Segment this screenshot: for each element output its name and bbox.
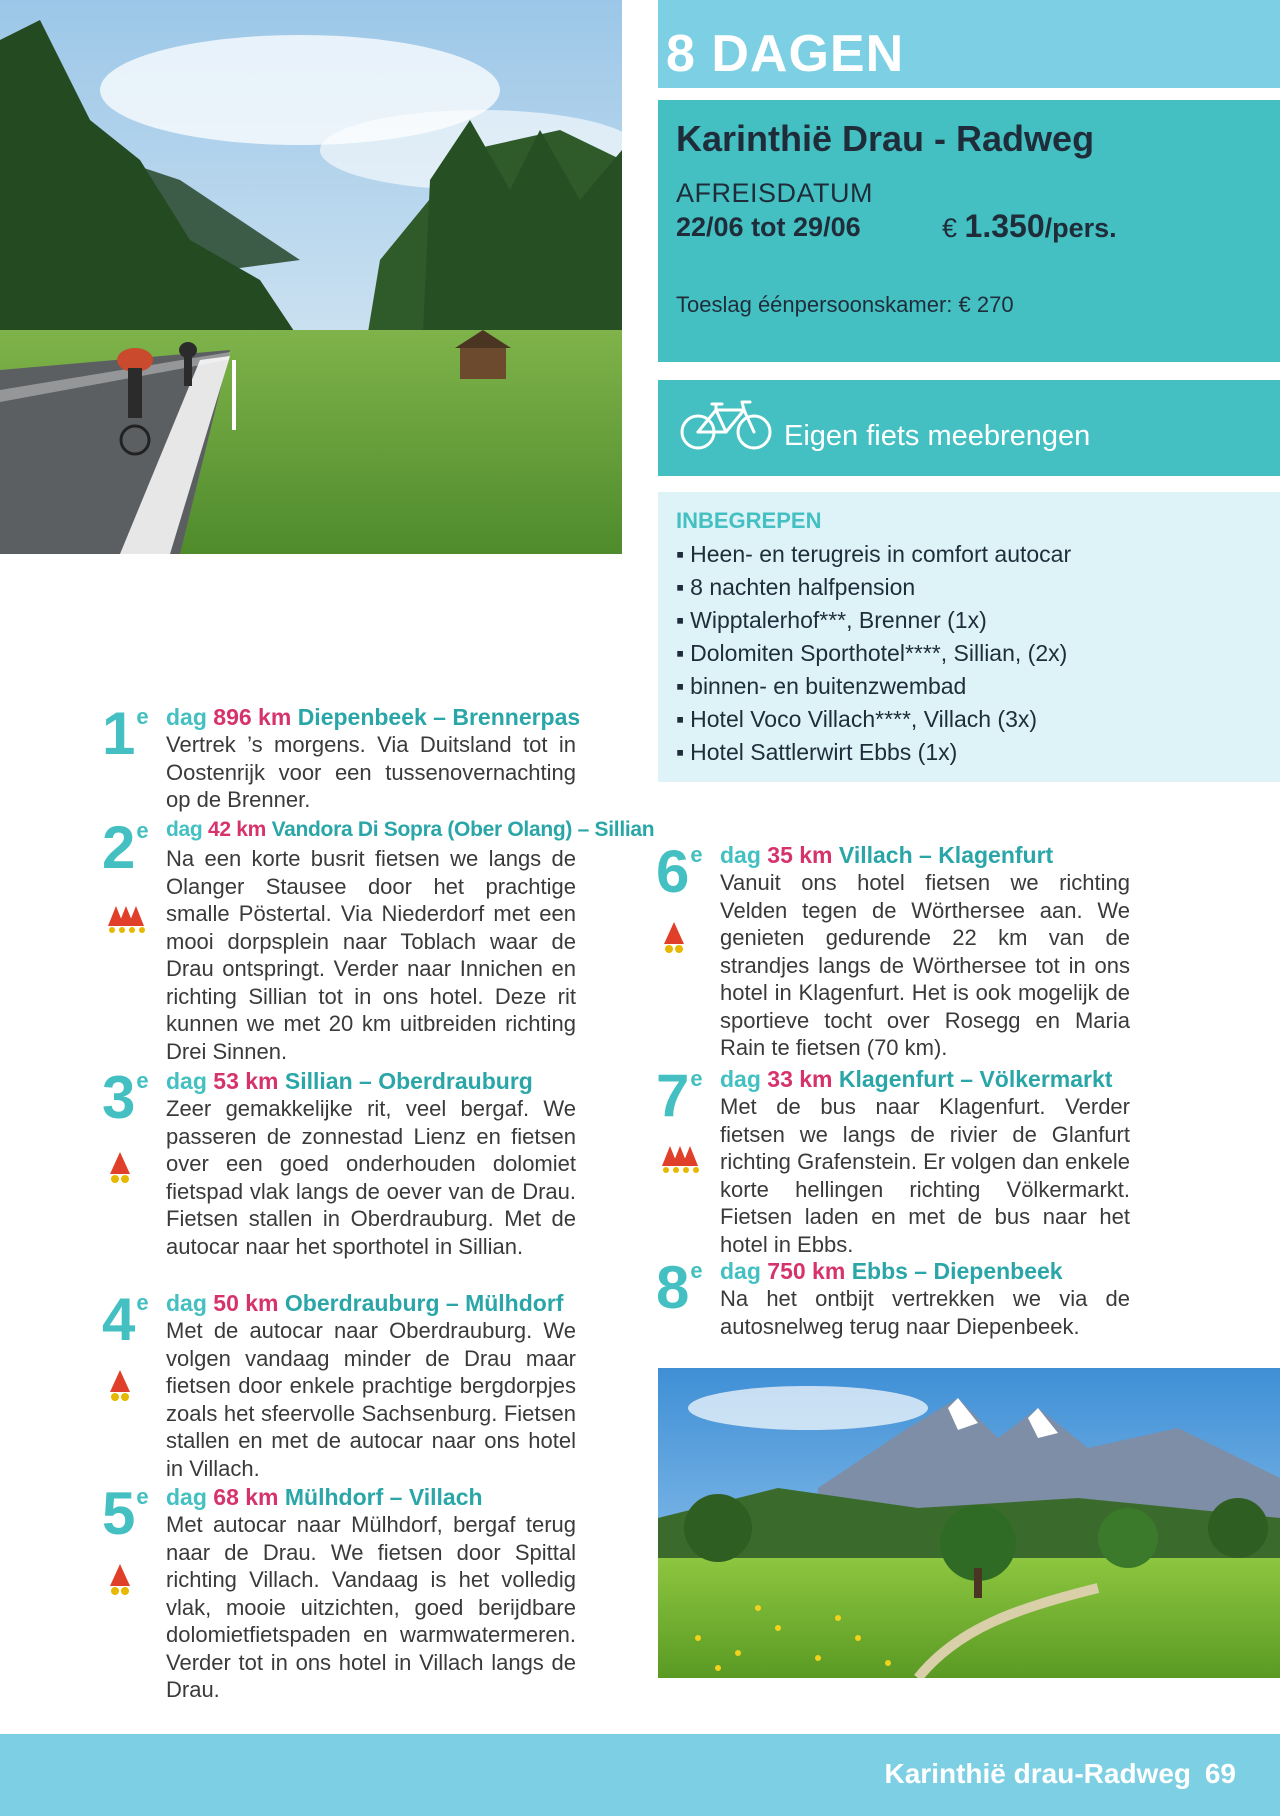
day-heading: dag 53 km Sillian – Oberdrauburg (166, 1068, 533, 1094)
day-description: Na een korte busrit fietsen we langs de Olanger Stausee door het prachtige smalle Pöstertal. Via Niederdorf met een mooi dorpsplein naar Toblach waar de Drau ontspringt. Verder naar Innichen en richting Sillian tot in ons hotel. Deze rit kunnen we met 20 km uitbreiden richting Drei Sinnen. (166, 846, 576, 1064)
included-box (658, 492, 1280, 782)
day-heading: dag 68 km Mülhdorf – Villach (166, 1484, 483, 1510)
day-heading: dag 50 km Oberdrauburg – Mülhdorf (166, 1290, 564, 1316)
included-item: ▪ 8 nachten halfpension (676, 571, 1071, 604)
day-heading: dag 35 km Villach – Klagenfurt (720, 842, 1054, 868)
day-number: 6e (656, 838, 703, 905)
included-item: ▪ Hotel Voco Villach****, Villach (3x) (676, 703, 1071, 736)
difficulty-level-icon (660, 920, 688, 954)
included-item: ▪ binnen- en buitenzwembad (676, 670, 1071, 703)
included-title: INBEGREPEN (676, 508, 822, 533)
day-heading: dag 42 km Vandora Di Sopra (Ober Olang) – Sillian (166, 818, 655, 841)
tour-info-box (658, 100, 1280, 362)
difficulty-level-icon (106, 1150, 134, 1184)
price-currency: € (942, 213, 965, 243)
day-description: Vertrek ’s morgens. Via Duitsland tot in Oostenrijk voor een tussenovernachting op de Brenner. (166, 732, 576, 812)
day-number: 2e (102, 814, 149, 881)
alpine-meadow-photo (658, 1368, 1280, 1678)
day-description: Vanuit ons hotel fietsen we richting Velden tegen de Wörthersee aan. We genieten gedurende 22 km van de strandjes langs de Wörthersee tot in ons hotel in Klagenfurt. Het is ook mogelijk de sportieve tocht over Rosegg en Maria Rain te fietsen (70 km). (720, 870, 1130, 1060)
single-room-supplement: Toeslag éénpersoonskamer: € 270 (676, 292, 1014, 317)
day-number: 4e (102, 1286, 149, 1353)
difficulty-level-icon (106, 1562, 134, 1596)
day-heading: dag 33 km Klagenfurt – Völkermarkt (720, 1066, 1113, 1092)
included-item: ▪ Heen- en terugreis in comfort autocar (676, 538, 1071, 571)
departure-dates: 22/06 tot 29/06 (676, 212, 861, 242)
days-header (658, 0, 1280, 88)
own-bike-banner (658, 380, 1280, 476)
price-unit: /pers. (1044, 213, 1117, 243)
price-amount: 1.350 (964, 208, 1045, 244)
day-description: Met autocar naar Mülhdorf, bergaf terug naar de Drau. We fietsen door Spittal richting Villach. Vandaag is het volledig vlak, mooie uitzichten, goed berijdbare dolomietfietspaden en warmwatermeren. Verder tot in ons hotel in Villach langs de Drau. (166, 1512, 576, 1702)
day-description: Zeer gemakkelijke rit, veel bergaf. We passeren de zonnestad Lienz en fietsen over een goed onderhouden dolomiet fietspad vlak langs de oever van de Drau. Fietsen stallen in Oberdrauburg. Met de autocar naar het sporthotel in Sillian. (166, 1096, 576, 1259)
difficulty-level-icon (106, 902, 148, 934)
days-count: 8 DAGEN (666, 25, 905, 83)
day-number: 3e (102, 1064, 149, 1131)
departure-label: AFREISDATUM (676, 178, 874, 208)
day-number: 7e (656, 1062, 703, 1129)
page-footer (0, 1734, 1280, 1816)
day-description: Met de autocar naar Oberdrauburg. We volgen vandaag minder de Drau maar fietsen door enkele prachtige bergdorpjes zoals het sfeervolle Sachsenburg. Fietsen stallen en met de autocar naar ons hotel in Villach. (166, 1318, 576, 1481)
bicycle-icon (678, 396, 774, 452)
footer-title: Karinthië drau-Radweg (884, 1758, 1191, 1789)
included-item: ▪ Wipptalerhof***, Brenner (1x) (676, 604, 1071, 637)
own-bike-label: Eigen fiets meebrengen (784, 420, 1091, 452)
day-number: 1e (102, 700, 149, 767)
day-description: Na het ontbijt vertrekken we via de autosnelweg terug naar Diepenbeek. (720, 1286, 1130, 1339)
day-heading: dag 750 km Ebbs – Diepenbeek (720, 1258, 1063, 1284)
difficulty-level-icon (660, 1142, 702, 1174)
included-item: ▪ Dolomiten Sporthotel****, Sillian, (2x) (676, 637, 1071, 670)
difficulty-level-icon (106, 1368, 134, 1402)
tour-title: Karinthië Drau - Radweg (676, 118, 1095, 159)
day-heading: dag 896 km Diepenbeek – Brennerpas (166, 704, 581, 730)
page-number: 69 (1204, 1758, 1236, 1789)
included-item: ▪ Hotel Sattlerwirt Ebbs (1x) (676, 736, 1071, 769)
included-list (676, 538, 1071, 769)
cyclists-road-photo (0, 0, 622, 554)
day-number: 5e (102, 1480, 149, 1547)
day-description: Met de bus naar Klagenfurt. Verder fietsen we langs de rivier de Glanfurt richting Grafenstein. Er volgen dan enkele korte hellingen richting Völkermarkt. Fietsen laden en met de bus naar het hotel in Ebbs. (720, 1094, 1130, 1257)
price (942, 208, 1117, 245)
day-number: 8e (656, 1254, 703, 1321)
